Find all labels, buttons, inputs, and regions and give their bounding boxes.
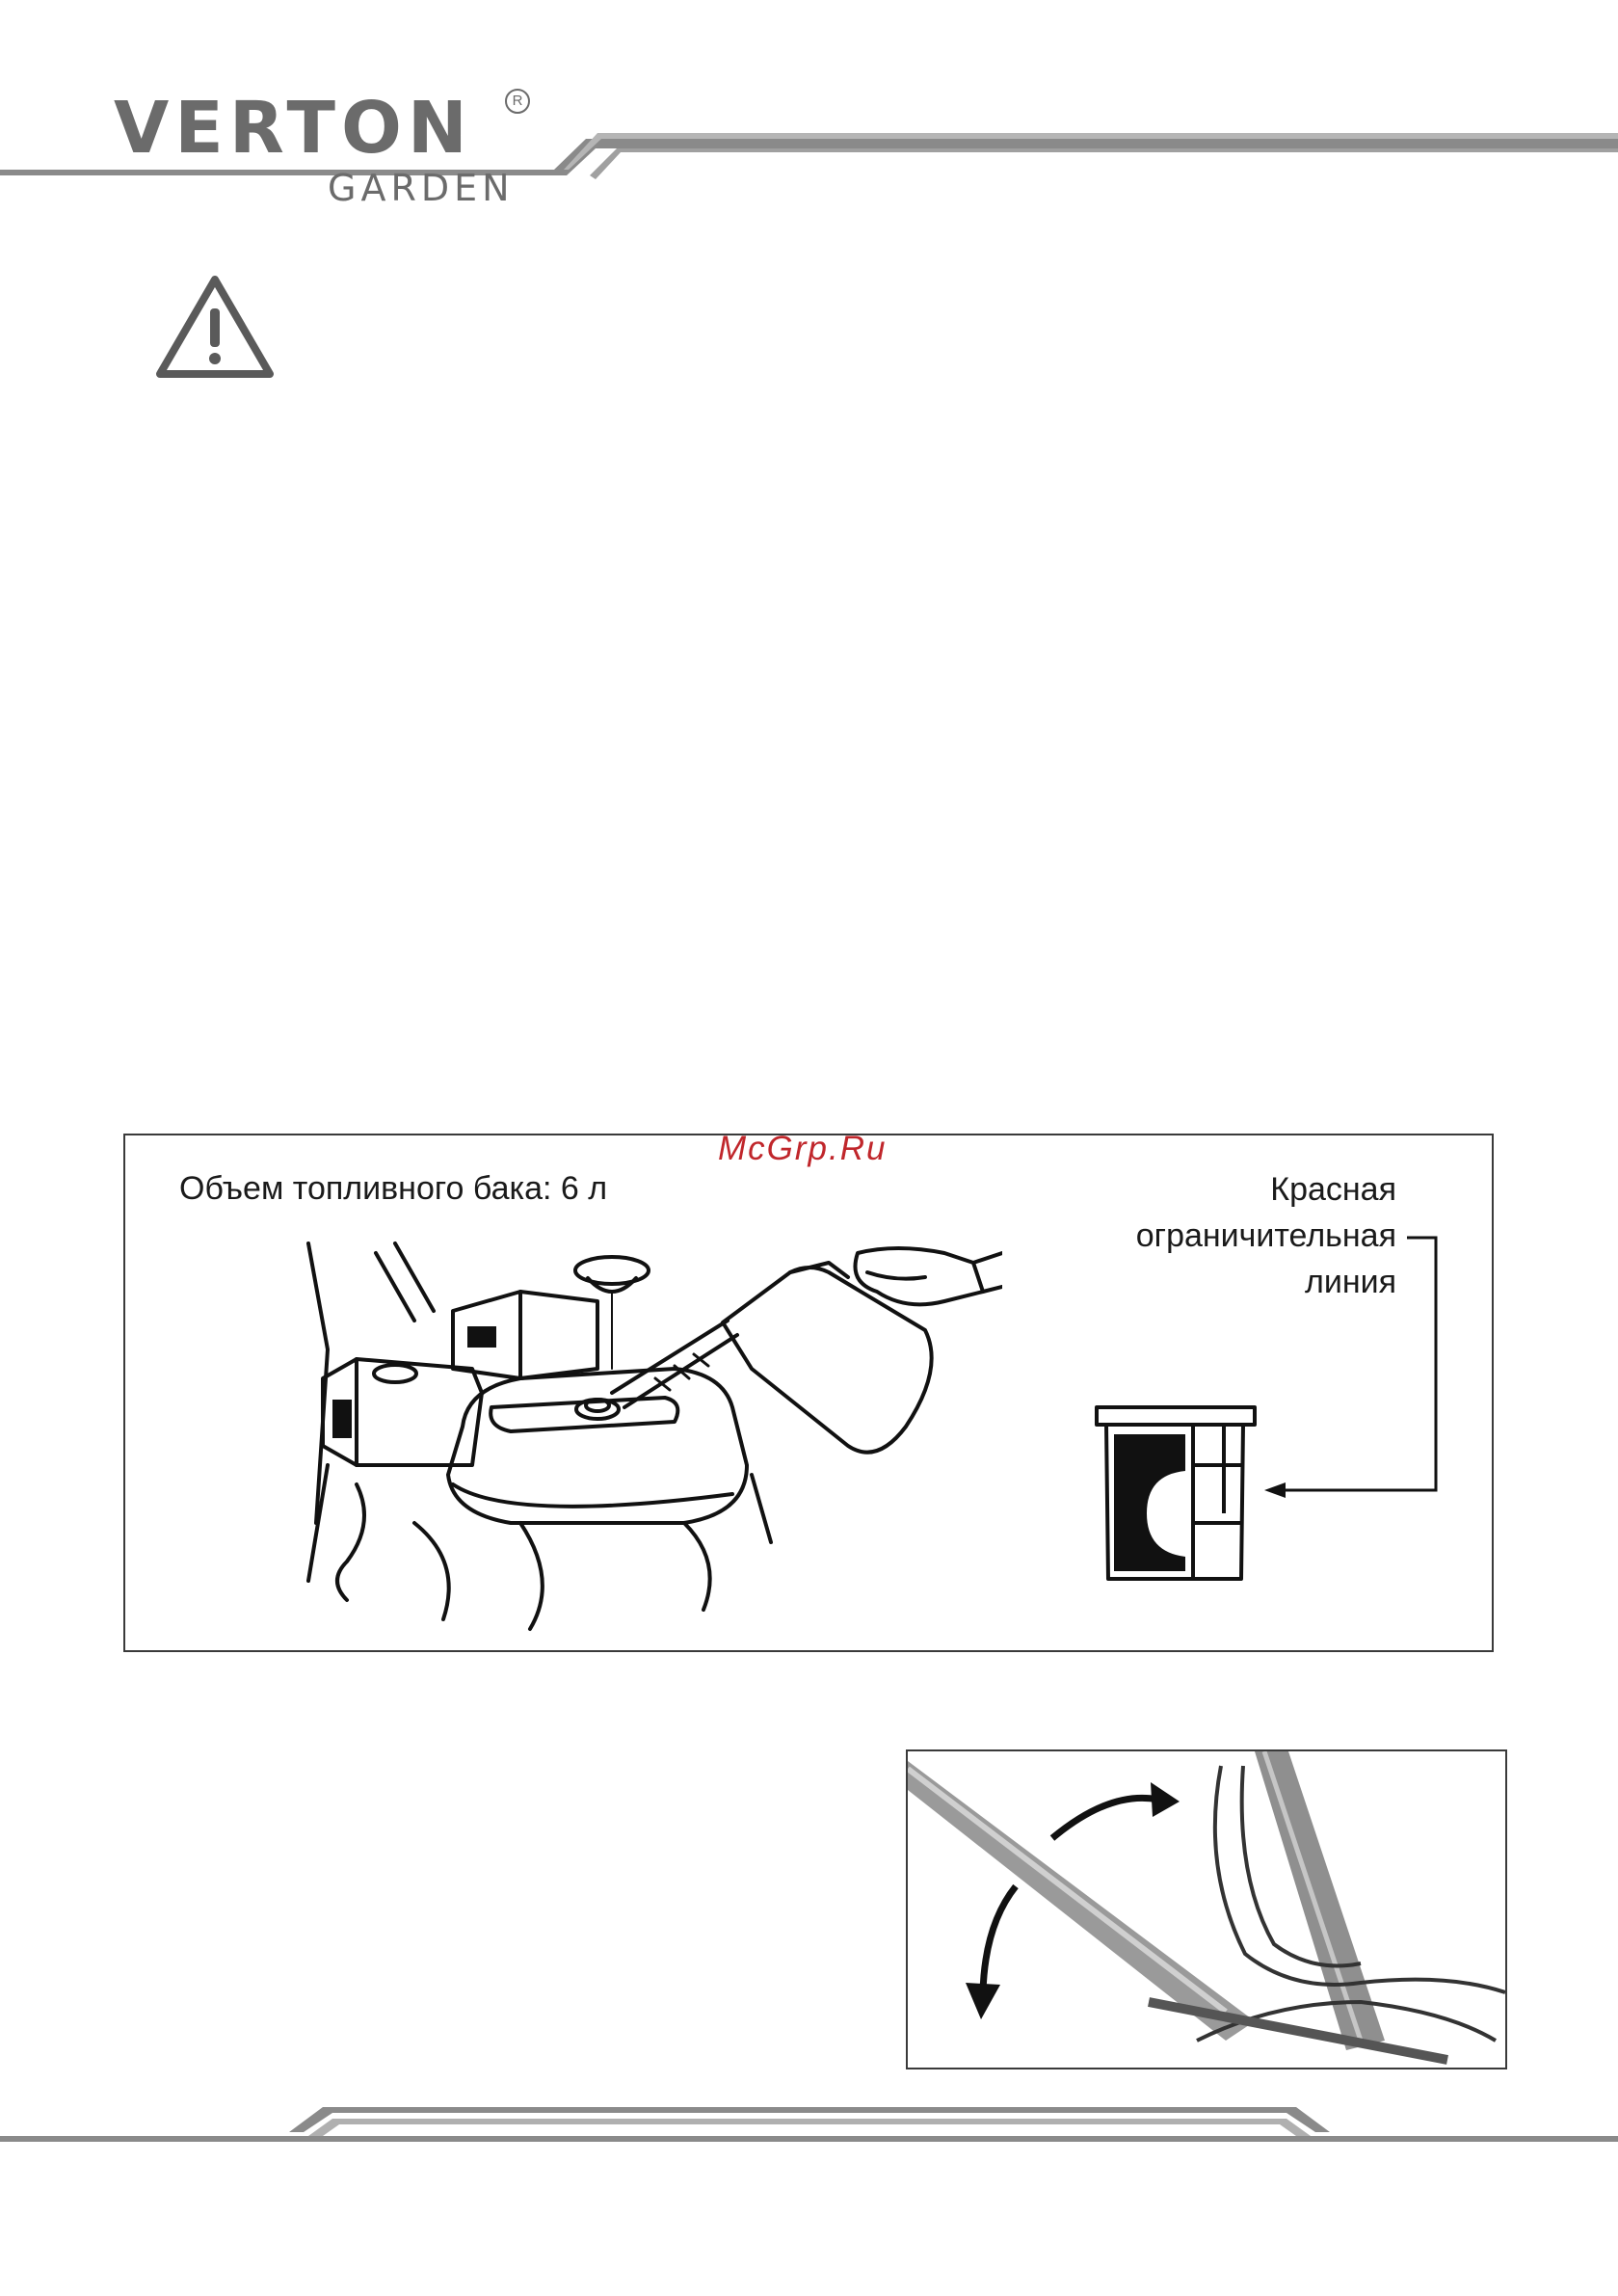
brand-subtitle: GARDEN xyxy=(328,167,515,209)
footer-rule xyxy=(0,2101,1618,2149)
callout-leader-arrow xyxy=(1243,1224,1455,1504)
warning-triangle-icon xyxy=(154,274,276,380)
callout-line-3: линия xyxy=(1304,1264,1396,1300)
callout-line-2: ограничительная xyxy=(1135,1217,1396,1254)
handle-adjust-figure xyxy=(906,1749,1507,2069)
fuel-tank-capacity-label: Объем топливного бака: 6 л xyxy=(179,1170,608,1207)
callout-line-1: Красная xyxy=(1270,1171,1396,1208)
handle-adjust-photo xyxy=(908,1751,1505,2068)
watermark: McGrp.Ru xyxy=(718,1130,888,1167)
registered-mark: R xyxy=(505,89,530,114)
brand-logo: VERTON xyxy=(114,87,473,170)
engine-refuel-drawing xyxy=(270,1234,1002,1639)
